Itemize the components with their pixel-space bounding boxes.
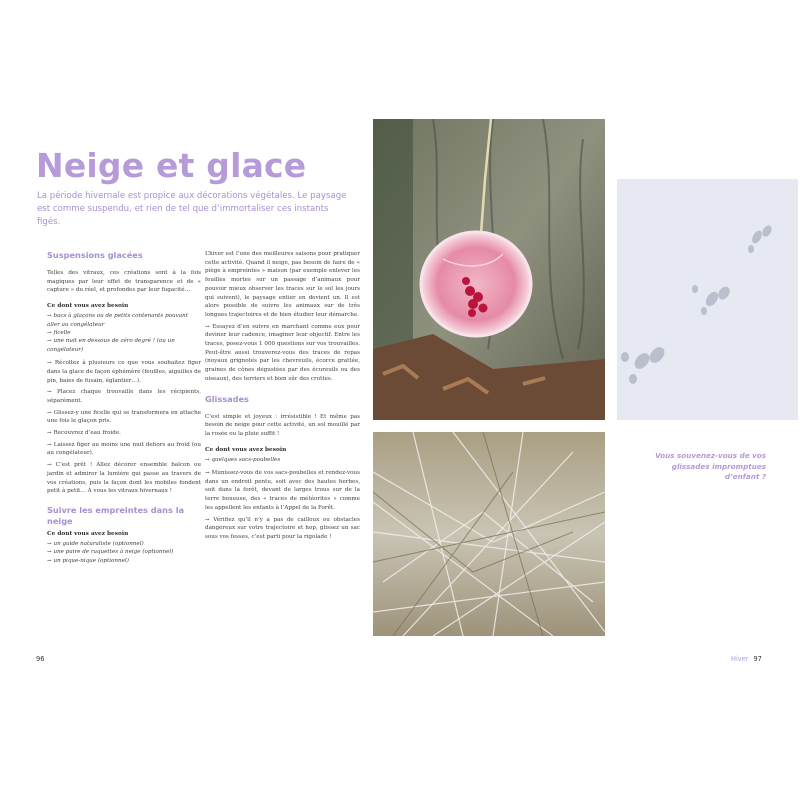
pull-quote: Vous souvenez-vous de vos glissades impromptues d’enfant ? [655, 451, 766, 481]
section-heading-empreintes: Suivre les empreintes dans la neige [47, 504, 185, 526]
needs-list [205, 456, 360, 464]
paragraph: → Glissez-y une ficelle qui se transformera en attache une fois le glaçon pris. [47, 409, 201, 425]
section-name: Hiver [731, 655, 749, 663]
paragraph: → Laissez figer au moins une nuit dehors au froid (ou au congélateur). [47, 441, 201, 457]
needs-list [47, 312, 201, 354]
needs-heading: Ce dont vous avez besoin [205, 446, 287, 453]
paragraph: C’est simple et joyeux : irrésistible ! Et même pas besoin de neige pour cette activité, un sol mouillé par la rosée ou la pluie suffit ! [205, 413, 360, 437]
paragraph: → Recouvrez d’eau froide. [47, 430, 121, 437]
needs-list [47, 540, 201, 565]
list-item: → quelques sacs-poubelles [205, 456, 281, 463]
snow-tracks-photo [617, 179, 798, 420]
list-item: → bacs à glaçons ou de petits contenants pouvant aller au congélateur [47, 313, 188, 328]
paragraph: → Essayez d’en suivre en marchant comme eux pour deviner leur cadence, imaginer leur objectif. Entre les traces, posez-vous 1 000 questions sur vos trouvailles. Peut-être aussi trouverez-vous des traces de repas (noyaux grignotés par les chevreuils, écorce grattée, graines de cônes dégustées par des écureuils ou des oiseaux), des terriers et bien sûr des crottes. [205, 323, 360, 382]
page-title: Neige et glace [36, 146, 307, 185]
list-item: → une paire de raquettes à neige (optionnel) [47, 549, 174, 556]
text-column-right [205, 250, 360, 545]
list-item: → ficelle [47, 329, 71, 336]
paragraph: L’hiver est l’une des meilleures saisons pour pratiquer cette activité. Quand il neige, pas besoin de faire de « piège à empreintes » maison (par exemple enlever les feuilles mortes sur un passage d’animaux pour pouvoir mieux observer les traces sur le sol les jours qui suivent), le paysage entier en devient un. Il est alors possible de suivre les animaux sur de très longues trajectoires et de bien étudier leur démarche. [205, 251, 360, 318]
needs-heading: Ce dont vous avez besoin [47, 530, 129, 537]
list-item: → une nuit en dessous de zéro degré ! (ou un congélateur) [47, 338, 175, 353]
text-column-left [47, 250, 201, 570]
paragraph: → Vérifiez qu’il n’y a pas de cailloux ou obstacles dangereux sur votre trajectoire et hop, glissez un sac sous vos fesses, c’est parti pour la rigolade ! [205, 516, 360, 540]
list-item: → un pique-nique (optionnel) [47, 557, 129, 564]
needs-heading: Ce dont vous avez besoin [47, 303, 129, 310]
paragraph: → Munissez-vous de vos sacs-poubelles et rendez-vous dans un endroit pentu, soit avec des hautes herbes, soit dans la forêt, devant de larges trous sur de la terre boueuse, des « traces de météorites » comme les appellent les enfants à l’Appel de la Forêt. [205, 470, 360, 511]
frosted-grass-photo [373, 432, 605, 636]
page-number-right: 97 [753, 655, 762, 663]
section-heading-suspensions: Suspensions glacées [47, 250, 143, 260]
paragraph: → C’est prêt ! Allez décorer ensemble balcon ou jardin et admirer la lumière qui passe au travers de vos créations, puis la façon dont les mobiles fondent petit à petit… À vous les vitraux hivernaux ! [47, 462, 201, 495]
paragraph: Telles des vitraux, ces créations sont à la fois magiques par leur effet de transparence et de « capture » du réel, et profondes par leur fugacité… [47, 270, 201, 294]
intro-text: La période hivernale est propice aux décorations végétales. Le paysage est comme suspendu, et rien de tel que d’immortaliser ces instants figés. [37, 191, 347, 227]
section-heading-glissades: Glissades [205, 393, 249, 404]
page-number-left: 96 [36, 655, 45, 663]
ice-ornament-photo [373, 119, 605, 420]
paragraph: → Placez chaque trouvaille dans les récipients, séparément. [47, 389, 201, 404]
page-footer-right [731, 655, 762, 663]
list-item: → un guide naturaliste (optionnel) [47, 540, 144, 547]
paragraph: → Récoltez à plusieurs ce que vous souhaitez figer dans la glace de façon éphémère (feuilles, aiguilles de pin, baies de fusain, églantier…). [47, 360, 201, 384]
